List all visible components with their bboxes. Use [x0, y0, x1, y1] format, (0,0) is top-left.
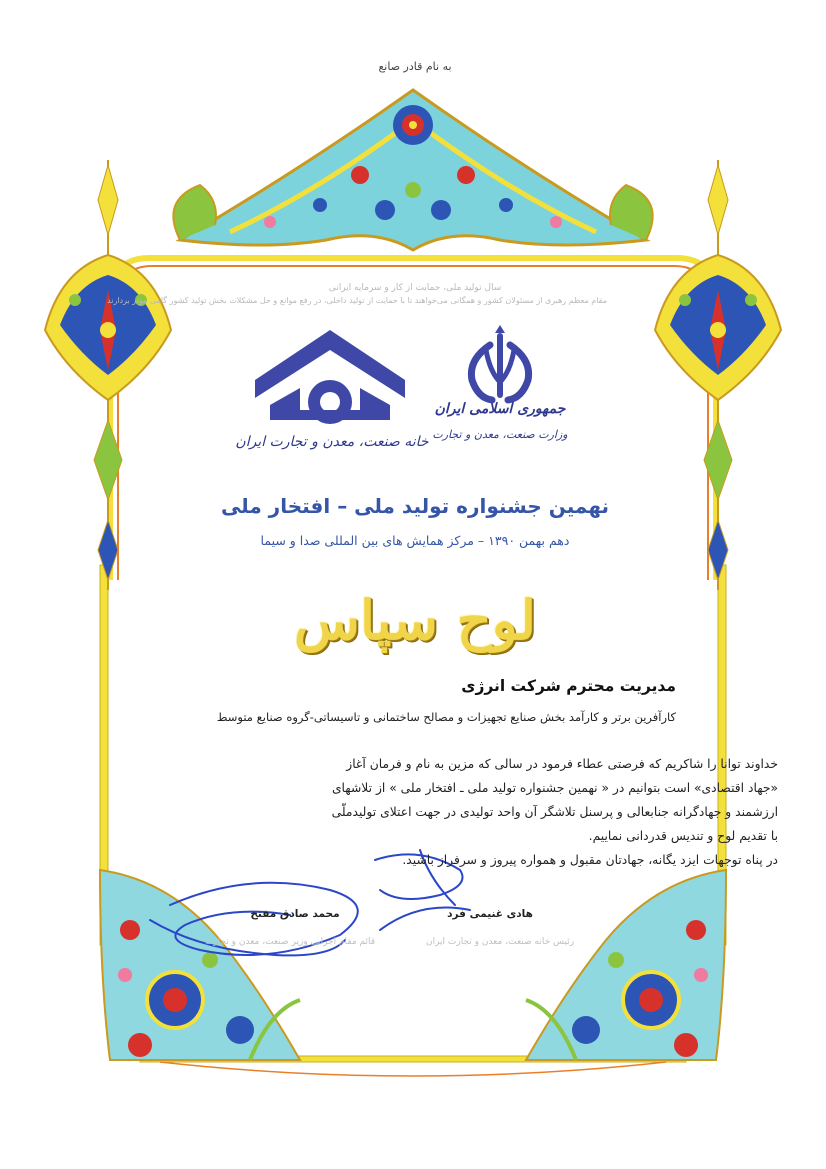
- header-faint-line-2: مقام معظم رهبری از مسئولان کشور و همگانی می‌خواهند تا با حمایت از تولید داخلی، در رفع موانع و حل مشکلات بخش تولید کشور گامی موثر بردارند: [107, 296, 607, 305]
- top-crown-ornament: [173, 90, 652, 250]
- festival-subtitle: دهم بهمن ۱۳۹۰ – مرکز همایش های بین المللی صدا و سیما: [260, 533, 570, 548]
- body-line: با تقدیم لوح و تندیس قدردانی نماییم.: [588, 829, 778, 843]
- header-faint-line-1: سال تولید ملی، حمایت از کار و سرمایه ایرانی: [328, 283, 502, 293]
- body-line: ارزشمند و جهادگرانه جنابعالی و پرسنل تلاشگر آن واحد تولیدی در جهت اعتلای تولیدملّی: [331, 805, 778, 819]
- right-side-ornament: [655, 160, 781, 590]
- left-logo-caption: خانه صنعت، معدن و تجارت ایران: [235, 434, 429, 450]
- right-logo-caption-1: جمهوری اسلامی ایران: [434, 401, 566, 417]
- left-side-ornament: [45, 160, 171, 590]
- bottom-right-corner-ornament: [526, 870, 726, 1060]
- award-category: کارآفرین برتر و کارآمد بخش صنایع تجهیزات و مصالح ساختمانی و تاسیساتی-گروه صنایع متوسط: [216, 710, 676, 724]
- body-line: در پناه توجهات ایزد یگانه، جهادتان مقبول و همواره پیروز و سرفراز باشید.: [402, 853, 778, 867]
- body-line: خداوند توانا را شاکریم که فرصتی عطاء فرمود در سالی که مزین به نام و فرمان آغاز: [346, 757, 778, 771]
- right-logo-caption-2: وزارت صنعت، معدن و تجارت: [432, 428, 568, 441]
- festival-title: نهمین جشنواره تولید ملی – افتخار ملی: [220, 494, 610, 518]
- house-of-industry-logo-icon: [255, 330, 405, 424]
- signatory-left-title: قائم مقام اجرایی وزیر صنعت، معدن و تجارت: [204, 937, 376, 947]
- certificate-title: لوح سپاس: [294, 588, 536, 652]
- body-line: «جهاد اقتصادی» است بتوانیم در « نهمین جشنواره تولید ملی ـ افتخار ملی » از تلاشهای: [331, 781, 778, 795]
- bottom-left-corner-ornament: [100, 870, 300, 1060]
- iran-emblem-icon: [471, 325, 528, 400]
- recipient-line: مدیریت محترم شرکت انرژی: [461, 677, 676, 695]
- signatory-left-name: محمد صادق مفتح: [250, 908, 340, 920]
- signatory-right-title: رئیس خانه صنعت، معدن و تجارت ایران: [425, 937, 575, 947]
- signatory-right-name: هادی غنیمی فرد: [447, 908, 533, 920]
- invocation-text: به نام قادر صانع: [378, 60, 452, 73]
